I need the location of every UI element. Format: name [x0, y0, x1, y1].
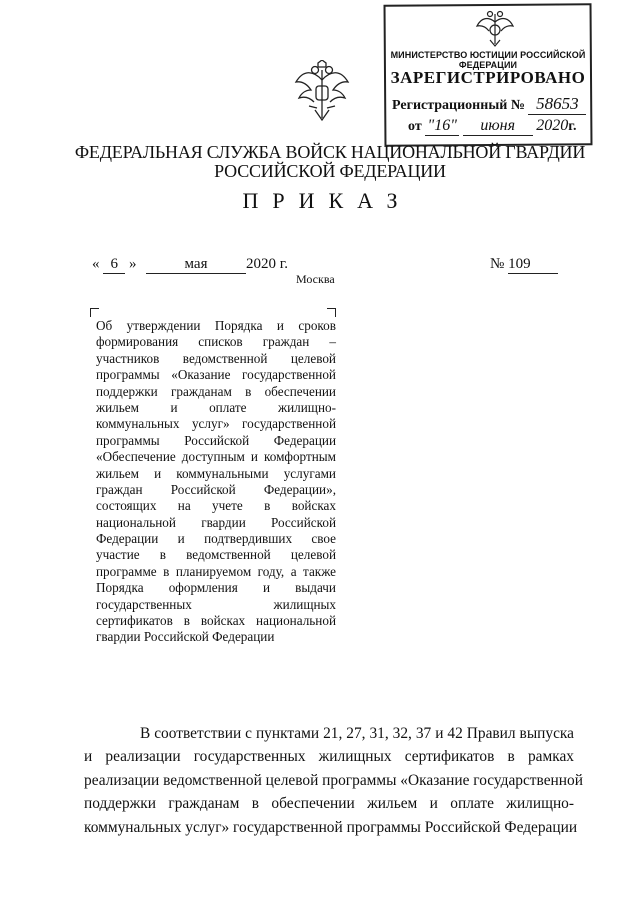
- agency-name-line-2: РОССИЙСКОЙ ФЕДЕРАЦИИ: [214, 161, 446, 181]
- title-line: сертификатов в войсках национальной: [96, 613, 336, 629]
- stamp-date-prefix: от: [408, 119, 422, 134]
- stamp-date-year: 2020: [536, 117, 569, 134]
- order-number-line: [490, 256, 558, 274]
- order-title: [96, 318, 336, 646]
- title-line: государственных жилищных: [96, 596, 336, 612]
- order-body-text: [84, 722, 583, 839]
- order-year: 2020 г.: [246, 256, 288, 272]
- order-number-label: №: [490, 256, 505, 272]
- title-line: поддержки гражданам в обеспечении: [96, 383, 336, 399]
- order-city: Москва: [296, 272, 335, 286]
- title-line: гвардии Российской Федерации: [96, 629, 275, 645]
- stamp-eagle-icon: [474, 8, 516, 48]
- title-line: Порядка оформления и выдачи: [96, 580, 336, 596]
- body-line: поддержки гражданам в обеспечении жильем и оплате жилищно-: [84, 795, 574, 813]
- title-line: программе в планируемом году, а также: [96, 563, 336, 579]
- order-date-close-quote: »: [129, 256, 137, 272]
- title-bracket-left: [90, 308, 99, 317]
- title-line: «Обеспечение доступным и комфортным: [96, 449, 336, 465]
- order-date-open-quote: «: [92, 256, 100, 272]
- body-line: и реализации государственных жилищных сертификатов в рамках: [84, 748, 574, 766]
- title-line: программы «Оказание государственной: [96, 367, 336, 383]
- order-month: мая: [146, 256, 246, 274]
- stamp-date-day: "16": [425, 117, 459, 136]
- title-line: национальной гвардии Российской: [96, 514, 336, 530]
- agency-name-line-1: ФЕДЕРАЛЬНАЯ СЛУЖБА ВОЙСК НАЦИОНАЛЬНОЙ ГВАРДИИ: [74, 142, 586, 162]
- document-type-heading: ПРИКАЗ: [242, 188, 412, 213]
- title-line: коммунальных услуг» государственной: [96, 416, 336, 432]
- order-date-day: [92, 256, 137, 274]
- title-line: формирования списков граждан –: [96, 334, 336, 350]
- stamp-date-suffix: г.: [568, 119, 577, 134]
- stamp-reg-number: 58653: [528, 94, 586, 115]
- body-line: реализации ведомственной целевой программы «Оказание государственной: [84, 771, 583, 789]
- order-number: 109: [508, 256, 558, 274]
- order-day: 6: [103, 256, 125, 274]
- title-line: участников ведомственной целевой: [96, 350, 336, 366]
- body-line: коммунальных услуг» государственной программы Российской Федерации: [84, 818, 578, 836]
- stamp-reg-label: Регистрационный №: [392, 98, 525, 113]
- order-date-month-year: [146, 256, 288, 274]
- title-bracket-right: [327, 308, 336, 317]
- stamp-ministry-name: МИНИСТЕРСТВО ЮСТИЦИИ РОССИЙСКОЙ ФЕДЕРАЦИИ: [390, 50, 586, 70]
- title-line: программы Российской Федерации: [96, 432, 336, 448]
- stamp-registered-label: ЗАРЕГИСТРИРОВАНО: [390, 68, 586, 87]
- title-line: граждан Российской Федерации»,: [96, 481, 336, 497]
- title-line: Об утверждении Порядка и сроков: [96, 318, 336, 333]
- title-line: жильем и коммунальными услугами: [96, 465, 336, 481]
- title-line: участие в ведомственной целевой: [96, 547, 336, 563]
- agency-name: [60, 143, 600, 181]
- title-line: состоящих на учете в войсках: [96, 498, 336, 514]
- title-line: жильем и оплате жилищно-: [96, 399, 336, 415]
- russian-coat-of-arms-icon: [293, 60, 351, 124]
- stamp-date-month: июня: [463, 117, 533, 136]
- stamp-date-line: [408, 117, 576, 136]
- title-line: Федерации и подтвердивших свое: [96, 531, 336, 547]
- body-line: В соответствии с пунктами 21, 27, 31, 32, 37 и 42 Правил выпуска: [140, 725, 574, 742]
- stamp-registration-number-line: [392, 94, 586, 115]
